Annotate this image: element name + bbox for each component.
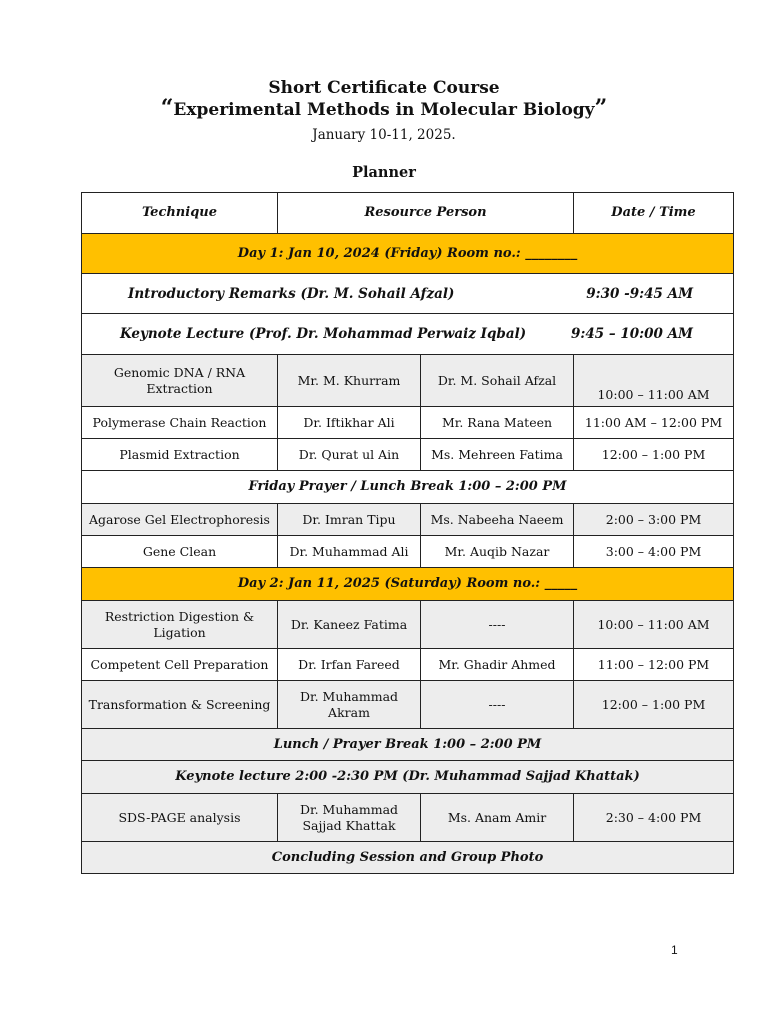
person1-cell: Dr. Muhammad Akram <box>278 681 421 729</box>
technique-cell: Transformation & Screening <box>82 681 278 729</box>
person1-cell: Dr. Irfan Fareed <box>278 649 421 681</box>
technique-cell: Restriction Digestion & Ligation <box>82 601 278 649</box>
person2-cell: Ms. Anam Amir <box>421 794 574 842</box>
course-name-title <box>0 95 768 121</box>
technique-cell: Agarose Gel Electrophoresis <box>82 504 278 536</box>
person2-cell: Mr. Rana Mateen <box>421 407 574 439</box>
col-header-date-time: Date / Time <box>574 193 734 234</box>
technique-cell: SDS-PAGE analysis <box>82 794 278 842</box>
table-row <box>82 649 734 681</box>
time-cell: 2:00 – 3:00 PM <box>574 504 734 536</box>
person2-cell: ---- <box>421 601 574 649</box>
time-cell: 3:00 – 4:00 PM <box>574 536 734 568</box>
person2-cell: Dr. M. Sohail Afzal <box>421 355 574 407</box>
technique-cell: Plasmid Extraction <box>82 439 278 471</box>
keynote1-title: Keynote Lecture (Prof. Dr. Mohammad Perwaiz Iqbal) <box>120 326 527 342</box>
course-type-title: Short Certificate Course <box>268 78 500 98</box>
keynote1-time: 9:45 – 10:00 AM <box>571 326 694 342</box>
person1-cell: Dr. Muhammad Ali <box>278 536 421 568</box>
course-name-text: Experimental Methods in Molecular Biology <box>173 100 595 120</box>
person1-cell: Dr. Imran Tipu <box>278 504 421 536</box>
col-header-technique: Technique <box>82 193 278 234</box>
table-row <box>82 601 734 649</box>
technique-cell: Competent Cell Preparation <box>82 649 278 681</box>
person2-cell: ---- <box>421 681 574 729</box>
time-cell: 11:00 AM – 12:00 PM <box>574 407 734 439</box>
planner-heading: Planner <box>352 164 416 181</box>
table-row <box>82 439 734 471</box>
technique-cell: Gene Clean <box>82 536 278 568</box>
intro-title: Introductory Remarks (Dr. M. Sohail Afzal) <box>128 285 455 302</box>
technique-cell: Genomic DNA / RNA Extraction <box>82 355 278 407</box>
keynote2: Keynote lecture 2:00 -2:30 PM (Dr. Muhammad Sajjad Khattak) <box>82 761 734 794</box>
day1-header-row <box>82 234 734 274</box>
table-row <box>82 536 734 568</box>
time-cell: 10:00 – 11:00 AM <box>574 355 734 407</box>
person1-cell: Dr. Kaneez Fatima <box>278 601 421 649</box>
keynote1-row <box>82 314 734 355</box>
time-cell: 2:30 – 4:00 PM <box>574 794 734 842</box>
close-quote: ” <box>594 95 608 121</box>
person2-cell: Mr. Auqib Nazar <box>421 536 574 568</box>
lunch-break-row <box>82 729 734 761</box>
friday-break: Friday Prayer / Lunch Break 1:00 – 2:00 PM <box>82 471 734 504</box>
table-row <box>82 794 734 842</box>
col-header-resource-person: Resource Person <box>278 193 574 234</box>
technique-cell: Polymerase Chain Reaction <box>82 407 278 439</box>
keynote2-row <box>82 761 734 794</box>
table-row <box>82 407 734 439</box>
table-row <box>82 681 734 729</box>
closing-row <box>82 842 734 874</box>
time-cell: 12:00 – 1:00 PM <box>574 681 734 729</box>
intro-time: 9:30 -9:45 AM <box>586 285 694 302</box>
day2-header-row <box>82 568 734 601</box>
person2-cell: Mr. Ghadir Ahmed <box>421 649 574 681</box>
closing: Concluding Session and Group Photo <box>82 842 734 874</box>
time-cell: 12:00 – 1:00 PM <box>574 439 734 471</box>
time-cell: 11:00 – 12:00 PM <box>574 649 734 681</box>
person1-cell: Dr. Iftikhar Ali <box>278 407 421 439</box>
table-header-row <box>82 193 734 234</box>
page-number: 1 <box>671 943 678 957</box>
lunch-break: Lunch / Prayer Break 1:00 – 2:00 PM <box>82 729 734 761</box>
open-quote: “ <box>160 95 174 121</box>
friday-break-row <box>82 471 734 504</box>
person1-cell: Dr. Qurat ul Ain <box>278 439 421 471</box>
time-cell: 10:00 – 11:00 AM <box>574 601 734 649</box>
person2-cell: Ms. Nabeeha Naeem <box>421 504 574 536</box>
table-row <box>82 355 734 407</box>
person1-cell: Dr. Muhammad Sajjad Khattak <box>278 794 421 842</box>
day1-header: Day 1: Jan 10, 2024 (Friday) Room no.: ________ <box>82 234 734 274</box>
course-date: January 10-11, 2025. <box>312 127 456 143</box>
day2-header: Day 2: Jan 11, 2025 (Saturday) Room no.: _____ <box>82 568 734 601</box>
person1-cell: Mr. M. Khurram <box>278 355 421 407</box>
person2-cell: Ms. Mehreen Fatima <box>421 439 574 471</box>
intro-row <box>82 274 734 314</box>
planner-table <box>81 192 734 874</box>
table-row <box>82 504 734 536</box>
